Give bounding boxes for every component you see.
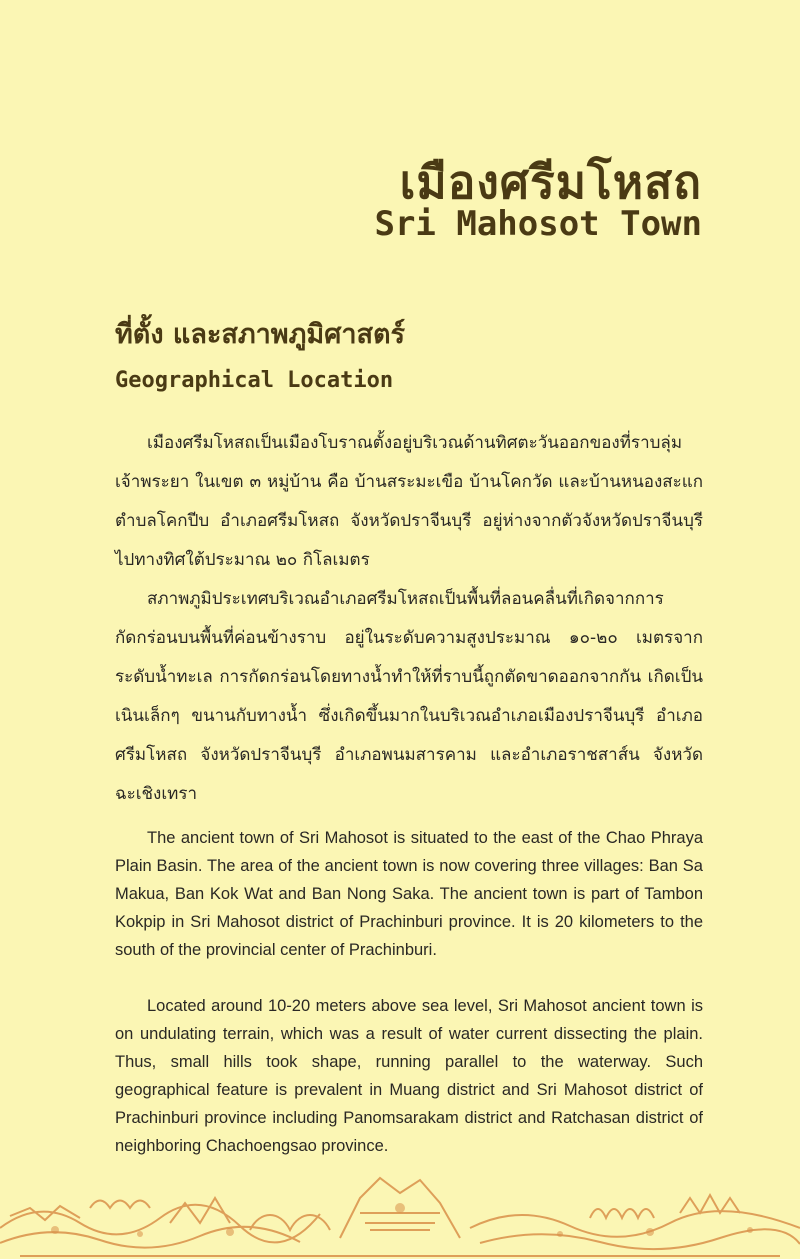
thai-paragraph-2: สภาพภูมิประเทศบริเวณอำเภอศรีมโหสถเป็นพื้นที่ลอนคลื่นที่เกิดจากการกัดกร่อนบนพื้นที่ค่อนข้างราบ อยู่ในระดับความสูงประมาณ ๑๐-๒๐ เมตรจากระดับน้ำทะเล การกัดกร่อนโดยทางน้ำทำให้ที่ราบนี้ถูกตัดขาดออกจากกัน เกิดเป็นเนินเล็กๆ ขนานกับทางน้ำ ซึ่งเกิดขึ้นมากในบริเวณอำเภอเมืองปราจีนบุรี อำเภอศรีมโหสถ จังหวัดปราจีนบุรี อำเภอพนมสารคาม และอำเภอราชสาส์น จังหวัดฉะเชิงเทรา [115, 589, 703, 804]
english-paragraph-1: The ancient town of Sri Mahosot is situated to the east of the Chao Phraya Plain Basin. The area of the ancient town is now covering three villages: Ban Sa Makua, Ban Kok Wat and Ban Nong Saka. The ancient town is part of Tambon Kokpip in Sri Mahosot district of Prachinburi province. It is 20 kilometers to the south of the provincial center of Prachinburi. [115, 829, 703, 959]
page-title-thai: เมืองศรีมโหสถ [399, 155, 702, 209]
thai-paragraph-1: เมืองศรีมโหสถเป็นเมืองโบราณตั้งอยู่บริเวณด้านทิศตะวันออกของที่ราบลุ่มเจ้าพระยา ในเขต ๓ หมู่บ้าน คือ บ้านสระมะเขือ บ้านโคกวัด และบ้านหนองสะแก ตำบลโคกปีบ อำเภอศรีมโหสถ จังหวัดปราจีนบุรี อยู่ห่างจากตัวจังหวัดปราจีนบุรีไปทางทิศใต้ประมาณ ๒๐ กิโลเมตร [115, 433, 703, 570]
section-heading-thai: ที่ตั้ง และสภาพภูมิศาสตร์ [115, 319, 406, 350]
ornamental-temple-frieze-icon [0, 1168, 800, 1259]
section-heading-english: Geographical Location [115, 368, 394, 393]
english-paragraph-2: Located around 10-20 meters above sea level, Sri Mahosot ancient town is on undulating terrain, which was a result of water current dissecting the plain. Thus, small hills took shape, running parallel to the waterway. Such geographical feature is prevalent in Muang district and Sri Mahosot district of Prachinburi province including Panomsarakam district and Ratchasan district of neighboring Chachoengsao province. [115, 997, 703, 1155]
thai-paragraph-2-block [115, 580, 703, 814]
page-title-english: Sri Mahosot Town [374, 204, 702, 244]
english-paragraph-1-block [115, 824, 703, 964]
english-paragraph-2-block [115, 992, 703, 1160]
thai-paragraph-1-block [115, 424, 703, 580]
